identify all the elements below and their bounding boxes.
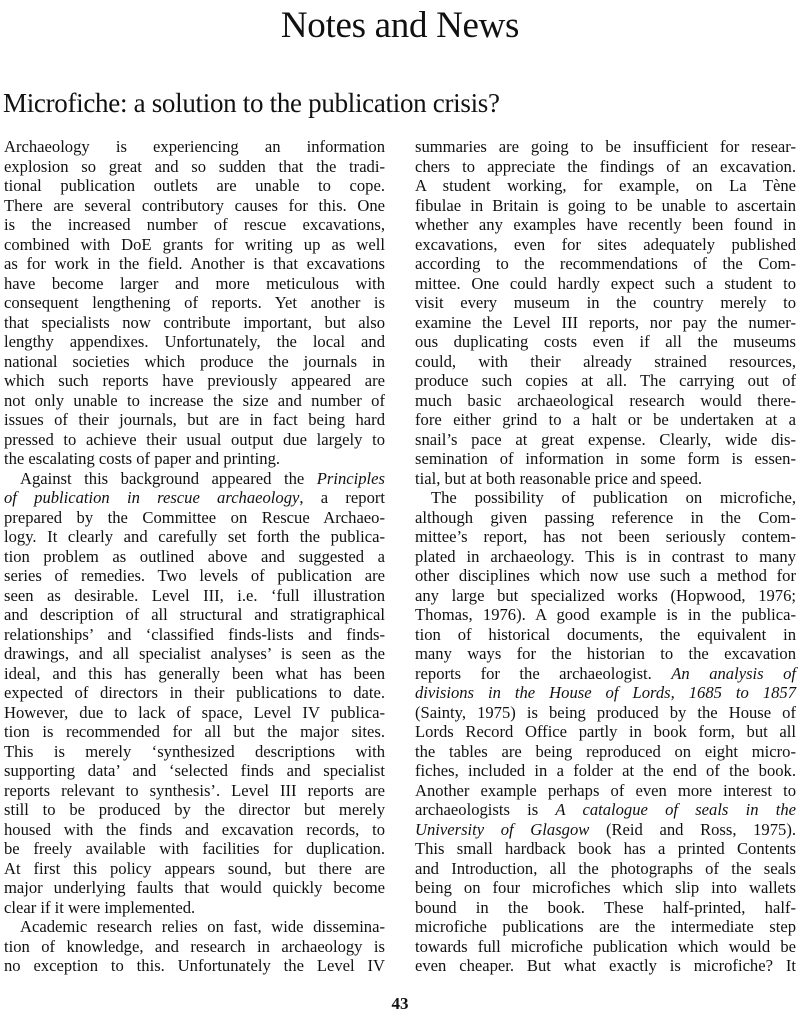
- text-segment: prepared by the Committee on Rescue Archaeo-: [4, 507, 385, 527]
- text-segment: reports relevant to synthesis’. Level III reports are: [4, 780, 385, 800]
- text-line: [415, 664, 796, 684]
- text-segment: Against this background appeared the: [20, 468, 317, 488]
- text-line: [415, 274, 796, 294]
- text-segment: , a report: [299, 488, 386, 507]
- text-line: [415, 703, 796, 723]
- text-line: [4, 722, 385, 742]
- text-line: [4, 274, 385, 294]
- text-segment: other disciplines which now use such a method for: [415, 566, 796, 585]
- text-line: [4, 254, 385, 274]
- text-segment: chers to appreciate the findings of an excavation.: [415, 156, 796, 176]
- text-line: [415, 566, 796, 586]
- text-segment: (Sainty, 1975) is being produced by the House of: [415, 702, 796, 722]
- text-segment: housed with the finds and excavation records, to: [4, 819, 385, 839]
- text-segment: have become larger and more meticulous with: [4, 273, 385, 293]
- text-line: [4, 566, 385, 586]
- text-segment: and description of all structural and stratigraphical: [4, 605, 385, 624]
- text-segment: archaeologists is: [415, 800, 556, 819]
- text-segment: A student working, for example, on La Tène: [415, 176, 796, 195]
- text-line: [415, 352, 796, 372]
- text-segment: issues of their journals, but are in fact being hard: [4, 410, 385, 429]
- italic-text-segment: divisions in the House of Lords, 1685 to 1857: [415, 683, 796, 702]
- text-segment: seen as desirable. Level III, i.e. ‘full illustration: [4, 585, 385, 605]
- text-line: [415, 527, 796, 547]
- text-segment: visit every museum in the country merely to: [415, 293, 796, 312]
- text-line: [415, 371, 796, 391]
- text-segment: ideal, and this has generally been what has been: [4, 663, 385, 683]
- text-segment: plated in archaeology. This is in contrast to many: [415, 546, 796, 566]
- text-segment: fore either grind to a halt or be undertaken at a: [415, 410, 796, 429]
- text-line: [415, 742, 796, 762]
- text-line: [4, 859, 385, 879]
- text-line: [415, 469, 796, 489]
- text-segment: reports for the archaeologist.: [415, 663, 672, 683]
- text-segment: fiches, included in a folder at the end of the book.: [415, 761, 796, 780]
- text-line: [415, 820, 796, 840]
- text-line: [415, 839, 796, 859]
- text-segment: as for work in the field. Another is that excavations: [4, 254, 385, 273]
- text-line: [415, 235, 796, 255]
- text-segment: major underlying faults that would quickly become: [4, 878, 385, 897]
- text-line: [415, 859, 796, 879]
- page-number: 43: [391, 994, 409, 1013]
- text-line: [4, 430, 385, 450]
- text-segment: even cheaper. But what exactly is microfiche? It: [415, 956, 796, 975]
- text-line: [4, 410, 385, 430]
- text-segment: fibulae in Britain is going to be unable to ascertain: [415, 195, 796, 215]
- text-segment: summaries are going to be insufficient for resear-: [415, 137, 796, 156]
- text-line: [415, 176, 796, 196]
- text-segment: clear if it were implemented.: [4, 897, 196, 917]
- text-segment: national societies which produce the journals in: [4, 351, 385, 371]
- text-line: [4, 703, 385, 723]
- text-line: [415, 956, 796, 976]
- text-line: [415, 625, 796, 645]
- text-line: [4, 449, 385, 469]
- text-segment: Academic research relies on fast, wide dissemina-: [20, 917, 385, 936]
- text-segment: semination of information in some form is essen-: [415, 449, 796, 468]
- text-segment: excavations, even for sites adequately published: [415, 234, 796, 254]
- text-line: [4, 781, 385, 801]
- text-line: [415, 215, 796, 235]
- text-segment: the tables are being reproduced on eight micro-: [415, 741, 796, 761]
- italic-text-segment: A catalogue of seals in the: [555, 800, 796, 819]
- text-line: [415, 410, 796, 430]
- text-line: [4, 488, 385, 508]
- text-segment: mittee. One could hardly expect such a student to: [415, 273, 796, 293]
- text-segment: be freely available with facilities for duplication.: [4, 839, 385, 858]
- text-segment: microfiche publications are the intermediate step: [415, 917, 796, 936]
- text-line: [4, 196, 385, 216]
- text-line: [415, 332, 796, 352]
- text-line: [415, 196, 796, 216]
- text-line: [415, 605, 796, 625]
- text-segment: (Reid and Ross, 1975).: [589, 819, 796, 839]
- text-line: [4, 215, 385, 235]
- text-line: [4, 371, 385, 391]
- text-segment: combined with DoE grants for writing up as well: [4, 234, 385, 254]
- text-segment: logy. It clearly and carefully set forth the publica-: [4, 527, 385, 546]
- text-column-right: [415, 137, 796, 976]
- text-segment: At first this policy appears sound, but there are: [4, 858, 385, 878]
- text-segment: still to be produced by the director but merely: [4, 800, 385, 819]
- text-segment: tion is recommended for all but the major sites.: [4, 722, 385, 741]
- text-segment: series of remedies. Two levels of publication are: [4, 566, 385, 585]
- text-line: [4, 157, 385, 177]
- text-line: [415, 761, 796, 781]
- text-line: [4, 742, 385, 762]
- text-segment: Archaeology is experiencing an information: [4, 137, 385, 156]
- text-line: [415, 878, 796, 898]
- text-line: [4, 839, 385, 859]
- text-segment: which such reports have previously appeared are: [4, 371, 385, 390]
- text-line: [4, 664, 385, 684]
- text-segment: Another example perhaps of even more interest to: [415, 780, 796, 800]
- text-line: [4, 527, 385, 547]
- text-segment: and Introduction, all the photographs of the seals: [415, 858, 796, 878]
- text-line: [4, 625, 385, 645]
- text-line: [415, 430, 796, 450]
- article-title: Microfiche: a solution to the publication crisis?: [3, 88, 500, 118]
- text-line: [4, 313, 385, 333]
- text-line: [4, 508, 385, 528]
- text-segment: much basic archaeological research would there-: [415, 390, 796, 410]
- text-line: [415, 313, 796, 333]
- text-line: [415, 898, 796, 918]
- text-line: [415, 449, 796, 469]
- text-segment: tion of knowledge, and research in archaeology is: [4, 936, 385, 956]
- text-segment: examine the Level III reports, nor pay the numer-: [415, 312, 796, 332]
- text-segment: The possibility of publication on microfiche,: [431, 488, 796, 507]
- text-segment: pressed to achieve their usual output due largely to: [4, 429, 385, 449]
- text-segment: no exception to this. Unfortunately the Level IV: [4, 956, 385, 975]
- text-segment: snail’s pace at great expense. Clearly, wide dis-: [415, 429, 796, 449]
- text-line: [4, 352, 385, 372]
- text-segment: could, with their already strained resources,: [415, 351, 796, 371]
- text-line: [415, 800, 796, 820]
- text-line: [4, 605, 385, 625]
- text-line: [4, 937, 385, 957]
- text-line: [4, 956, 385, 976]
- text-line: [415, 293, 796, 313]
- text-line: [4, 820, 385, 840]
- text-segment: relationships’ and ‘classified finds-lists and finds-: [4, 624, 385, 644]
- text-line: [415, 508, 796, 528]
- text-segment: being on four microfiches which slip into wallets: [415, 878, 796, 897]
- text-segment: consequent lengthening of reports. Yet another is: [4, 293, 385, 312]
- text-segment: the escalating costs of paper and printing.: [4, 449, 281, 468]
- text-segment: There are several contributory causes for this. One: [4, 195, 385, 215]
- text-line: [4, 332, 385, 352]
- text-line: [415, 917, 796, 937]
- text-segment: This small hardback book has a printed Contents: [415, 839, 796, 858]
- text-segment: lengthy appendixes. Unfortunately, the local and: [4, 332, 385, 351]
- text-segment: expected of directors in their publications to date.: [4, 683, 385, 702]
- text-line: [415, 547, 796, 567]
- text-line: [4, 898, 385, 918]
- text-line: [4, 878, 385, 898]
- text-segment: bound in the book. These half-printed, half-: [415, 897, 796, 917]
- text-segment: produce such copies at all. The carrying out of: [415, 371, 796, 390]
- italic-text-segment: University of Glasgow: [415, 819, 590, 839]
- italic-text-segment: of publication in rescue archaeology: [4, 488, 300, 507]
- text-segment: tial, but at both reasonable price and speed.: [415, 468, 703, 488]
- text-segment: explosion so great and so sudden that the tradi-: [4, 156, 385, 176]
- text-line: [415, 254, 796, 274]
- text-segment: according to the recommendations of the Com-: [415, 254, 796, 273]
- text-segment: tion of historical documents, the equivalent in: [415, 624, 796, 644]
- text-line: [4, 293, 385, 313]
- text-segment: However, due to lack of space, Level IV publica-: [4, 702, 385, 722]
- text-column-left: [4, 137, 385, 976]
- text-segment: supporting data’ and ‘selected finds and specialist: [4, 761, 385, 780]
- text-line: [4, 469, 385, 489]
- italic-text-segment: An analysis of: [671, 663, 796, 683]
- text-line: [4, 761, 385, 781]
- text-segment: is the increased number of rescue excavations,: [4, 215, 385, 234]
- text-line: [415, 586, 796, 606]
- text-line: [415, 137, 796, 157]
- text-line: [415, 644, 796, 664]
- text-line: [4, 800, 385, 820]
- text-line: [415, 937, 796, 957]
- text-line: [415, 781, 796, 801]
- text-line: [4, 683, 385, 703]
- text-segment: mittee’s report, has not been seriously contem-: [415, 527, 796, 546]
- italic-text-segment: Principles: [316, 468, 385, 488]
- text-line: [415, 683, 796, 703]
- text-segment: that specialists now contribute important, but also: [4, 312, 385, 332]
- text-segment: Lords Record Office partly in book form, but all: [415, 722, 796, 741]
- text-segment: ous duplicating costs even if all the museums: [415, 332, 796, 351]
- text-segment: many ways for the historian to the excavation: [415, 644, 796, 663]
- text-segment: tional publication outlets are unable to cope.: [4, 176, 385, 195]
- text-segment: whether any examples have recently been found in: [415, 215, 796, 234]
- text-segment: drawings, and all specialist analyses’ is seen as the: [4, 644, 385, 663]
- section-title: Notes and News: [280, 5, 520, 46]
- text-line: [4, 235, 385, 255]
- text-segment: Thomas, 1976). A good example is in the publica-: [415, 605, 796, 624]
- text-segment: This is merely ‘synthesized descriptions with: [4, 741, 385, 761]
- text-line: [4, 391, 385, 411]
- text-segment: towards full microfiche publication which would be: [415, 936, 796, 956]
- text-line: [4, 137, 385, 157]
- text-segment: tion problem as outlined above and suggested a: [4, 546, 385, 566]
- text-segment: any large but specialized works (Hopwood, 1976;: [415, 585, 796, 605]
- text-line: [4, 644, 385, 664]
- text-line: [4, 176, 385, 196]
- text-line: [415, 391, 796, 411]
- text-line: [415, 488, 796, 508]
- text-segment: although given passing reference in the Com-: [415, 507, 796, 527]
- text-line: [415, 157, 796, 177]
- text-line: [4, 586, 385, 606]
- text-segment: not only unable to increase the size and number of: [4, 390, 385, 410]
- text-line: [4, 917, 385, 937]
- text-line: [4, 547, 385, 567]
- text-line: [415, 722, 796, 742]
